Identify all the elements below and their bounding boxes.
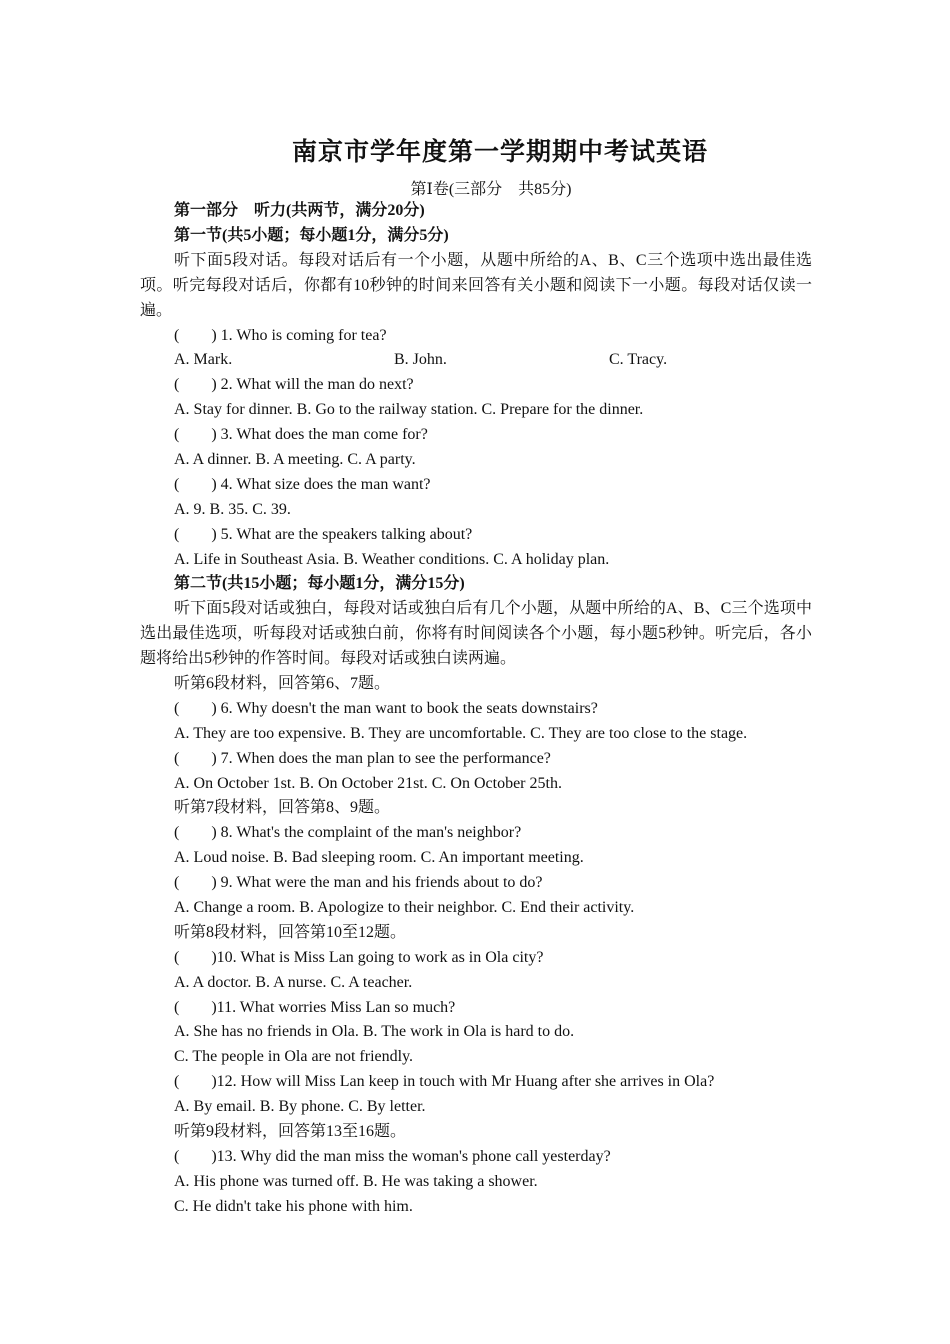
material-8-note: 听第8段材料，回答第10至12题。 bbox=[174, 923, 407, 941]
section-one-heading: 第一节(共5小题；每小题1分，满分5分) bbox=[174, 226, 449, 244]
question-11-options-ab: A. She has no friends in Ola. B. The work in Ola is hard to do. bbox=[174, 1023, 575, 1041]
part-one-heading: 第一部分 听力(共两节，满分20分) bbox=[174, 202, 425, 219]
section-one-instructions: 听下面5段对话。每段对话后有一个小题，从题中所给的A、B、C三个选项中选出最佳选项。听完每段对话后，你都有10秒钟的时间来回答有关小题和阅读下一小题。每段对话仅读一遍。 bbox=[140, 251, 812, 319]
question-5-options: A. Life in Southeast Asia. B. Weather conditions. C. A holiday plan. bbox=[174, 550, 610, 568]
question-13: ( )13. Why did the man miss the woman's phone call yesterday? bbox=[174, 1147, 611, 1165]
question-7: ( ) 7. When does the man plan to see the performance? bbox=[174, 749, 551, 767]
question-11-option-c: C. The people in Ola are not friendly. bbox=[174, 1048, 414, 1066]
material-9-note: 听第9段材料，回答第13至16题。 bbox=[174, 1123, 407, 1141]
question-6: ( ) 6. Why doesn't the man want to book the seats downstairs? bbox=[174, 699, 598, 717]
option-c: C. Tracy. bbox=[609, 351, 668, 369]
question-3-options: A. A dinner. B. A meeting. C. A party. bbox=[174, 450, 416, 468]
option-b: B. John. bbox=[394, 351, 447, 369]
question-1-options bbox=[140, 348, 812, 373]
material-6-note: 听第6段材料，回答第6、7题。 bbox=[174, 675, 391, 693]
section-two-instructions: 听下面5段对话或独白，每段对话或独白后有几个小题，从题中所给的A、B、C三个选项中选出最佳选项，听每段对话或独白前，你将有时间阅读各个小题，每小题5秒钟。听完后，各小题将给出5秒钟的作答时间。每段对话或独白读两遍。 bbox=[140, 600, 812, 668]
question-1: ( ) 1. Who is coming for tea? bbox=[174, 326, 387, 344]
question-9-options: A. Change a room. B. Apologize to their neighbor. C. End their activity. bbox=[174, 899, 635, 917]
question-2: ( ) 2. What will the man do next? bbox=[174, 376, 414, 394]
question-5: ( ) 5. What are the speakers talking about? bbox=[174, 525, 473, 543]
question-13-option-c: C. He didn't take his phone with him. bbox=[174, 1197, 413, 1215]
question-4-options: A. 9. B. 35. C. 39. bbox=[174, 500, 291, 518]
section-two-heading: 第二节(共15小题；每小题1分，满分15分) bbox=[174, 575, 465, 593]
exam-content bbox=[140, 199, 812, 1220]
question-11: ( )11. What worries Miss Lan so much? bbox=[174, 998, 456, 1016]
question-4: ( ) 4. What size does the man want? bbox=[174, 475, 431, 493]
option-a: A. Mark. bbox=[174, 351, 233, 369]
question-12-options: A. By email. B. By phone. C. By letter. bbox=[174, 1098, 426, 1116]
volume-heading: 第Ⅰ卷(三部分 共85分) bbox=[410, 181, 572, 198]
question-13-options-ab: A. His phone was turned off. B. He was taking a shower. bbox=[174, 1172, 538, 1190]
question-8: ( ) 8. What's the complaint of the man's neighbor? bbox=[174, 824, 522, 842]
question-3: ( ) 3. What does the man come for? bbox=[174, 426, 428, 444]
question-2-options: A. Stay for dinner. B. Go to the railway station. C. Prepare for the dinner. bbox=[174, 401, 644, 419]
question-6-options: A. They are too expensive. B. They are uncomfortable. C. They are too close to the stage. bbox=[174, 724, 748, 742]
question-8-options: A. Loud noise. B. Bad sleeping room. C. An important meeting. bbox=[174, 849, 584, 867]
question-10-options: A. A doctor. B. A nurse. C. A teacher. bbox=[174, 973, 413, 991]
exam-title: 南京市学年度第一学期期中考试英语 bbox=[291, 139, 708, 166]
question-9: ( ) 9. What were the man and his friends about to do? bbox=[174, 874, 543, 892]
material-7-note: 听第7段材料，回答第8、9题。 bbox=[174, 799, 391, 817]
question-12: ( )12. How will Miss Lan keep in touch with Mr Huang after she arrives in Ola? bbox=[174, 1073, 715, 1091]
question-7-options: A. On October 1st. B. On October 21st. C. On October 25th. bbox=[174, 774, 562, 792]
question-10: ( )10. What is Miss Lan going to work as in Ola city? bbox=[174, 948, 544, 966]
